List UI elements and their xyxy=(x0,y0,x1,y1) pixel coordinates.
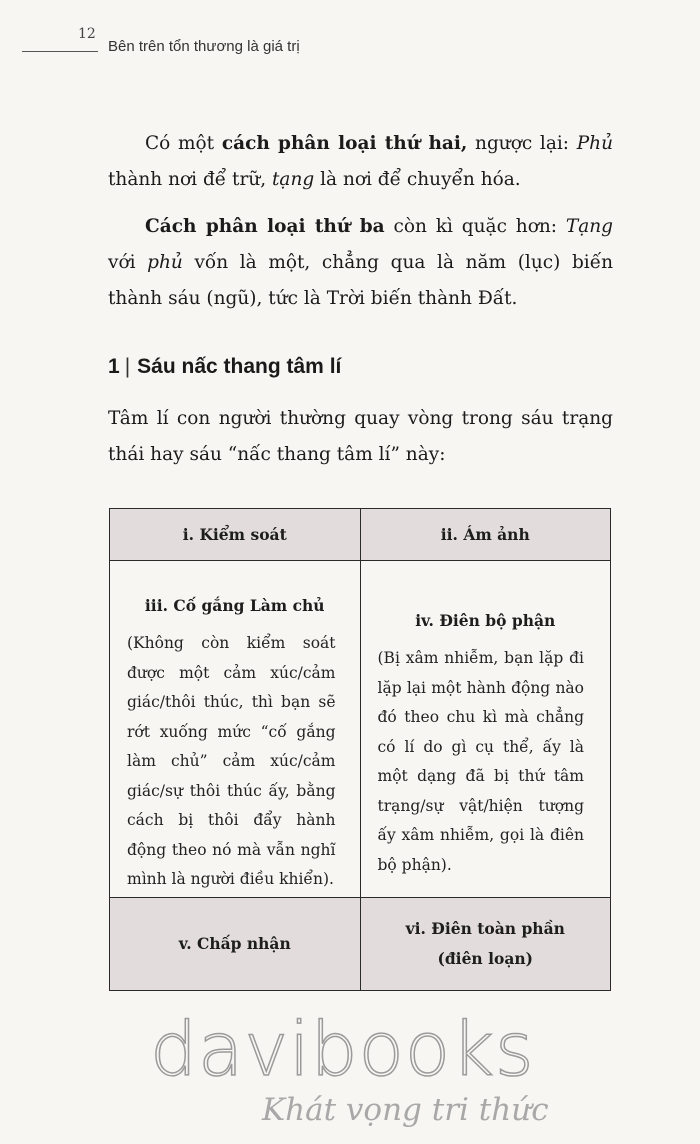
page-number: 12 xyxy=(78,26,96,42)
table-cell-partial-madness xyxy=(360,561,611,898)
table-cell-mastery xyxy=(110,561,361,898)
section-heading xyxy=(108,355,341,379)
table-cell-total-madness xyxy=(360,898,611,991)
section-number: 1 xyxy=(108,355,120,378)
cell-title-total-madness: vi. Điên toàn phần (điên loạn) xyxy=(405,919,565,968)
cell-title-partial-madness: iv. Điên bộ phận xyxy=(415,611,556,630)
watermark-tagline: Khát vọng tri thức xyxy=(262,1092,549,1128)
table-cell-control xyxy=(110,509,361,561)
cell-title-mastery: iii. Cố gắng Làm chủ xyxy=(144,596,325,615)
cell-title-control: i. Kiểm soát xyxy=(182,524,287,544)
watermark-logo: davibooks xyxy=(150,1007,535,1093)
running-title: Bên trên tổn thương là giá trị xyxy=(108,38,300,55)
paragraph-3: Tâm lí con người thường quay vòng trong sáu trạng thái hay sáu “nấc thang tâm lí” này: xyxy=(108,408,613,465)
table-cell-obsession xyxy=(360,509,611,561)
cell-title-acceptance: v. Chấp nhận xyxy=(178,934,291,953)
cell-title-obsession: ii. Ám ảnh xyxy=(440,524,530,544)
cell-desc-mastery: (Không còn kiểm soát được một cảm xúc/cảm giác/thôi thúc, thì bạn sẽ rớt xuống mức “cố gắng làm chủ” cảm xúc/cảm giác/sự thôi thúc ấy, bằng cách bị thôi đẩy hành động theo nó mà vẫn nghĩ mình là người điều khiển). xyxy=(127,634,336,888)
section-separator: | xyxy=(124,355,131,378)
paragraph-2: Cách phân loại thứ ba còn kì quặc hơn: Tạng với phủ vốn là một, chẳng qua là năm (lục) biến thành sáu (ngũ), tức là Trời biến thành Đất. xyxy=(108,216,614,309)
states-table xyxy=(109,508,611,991)
paragraph-1: Có một cách phân loại thứ hai, ngược lại: Phủ thành nơi để trữ, tạng là nơi để chuyển hóa. xyxy=(108,133,613,190)
header-rule xyxy=(22,51,98,52)
table-cell-acceptance xyxy=(110,898,361,991)
section-title: Sáu nấc thang tâm lí xyxy=(137,355,342,378)
cell-desc-partial-madness: (Bị xâm nhiễm, bạn lặp đi lặp lại một hành động nào đó theo chu kì mà chẳng có lí do gì cụ thể, ấy là một dạng đã bị thứ tâm trạng/sự vật/hiện tượng ấy xâm nhiễm, gọi là điên bộ phận). xyxy=(377,649,584,874)
